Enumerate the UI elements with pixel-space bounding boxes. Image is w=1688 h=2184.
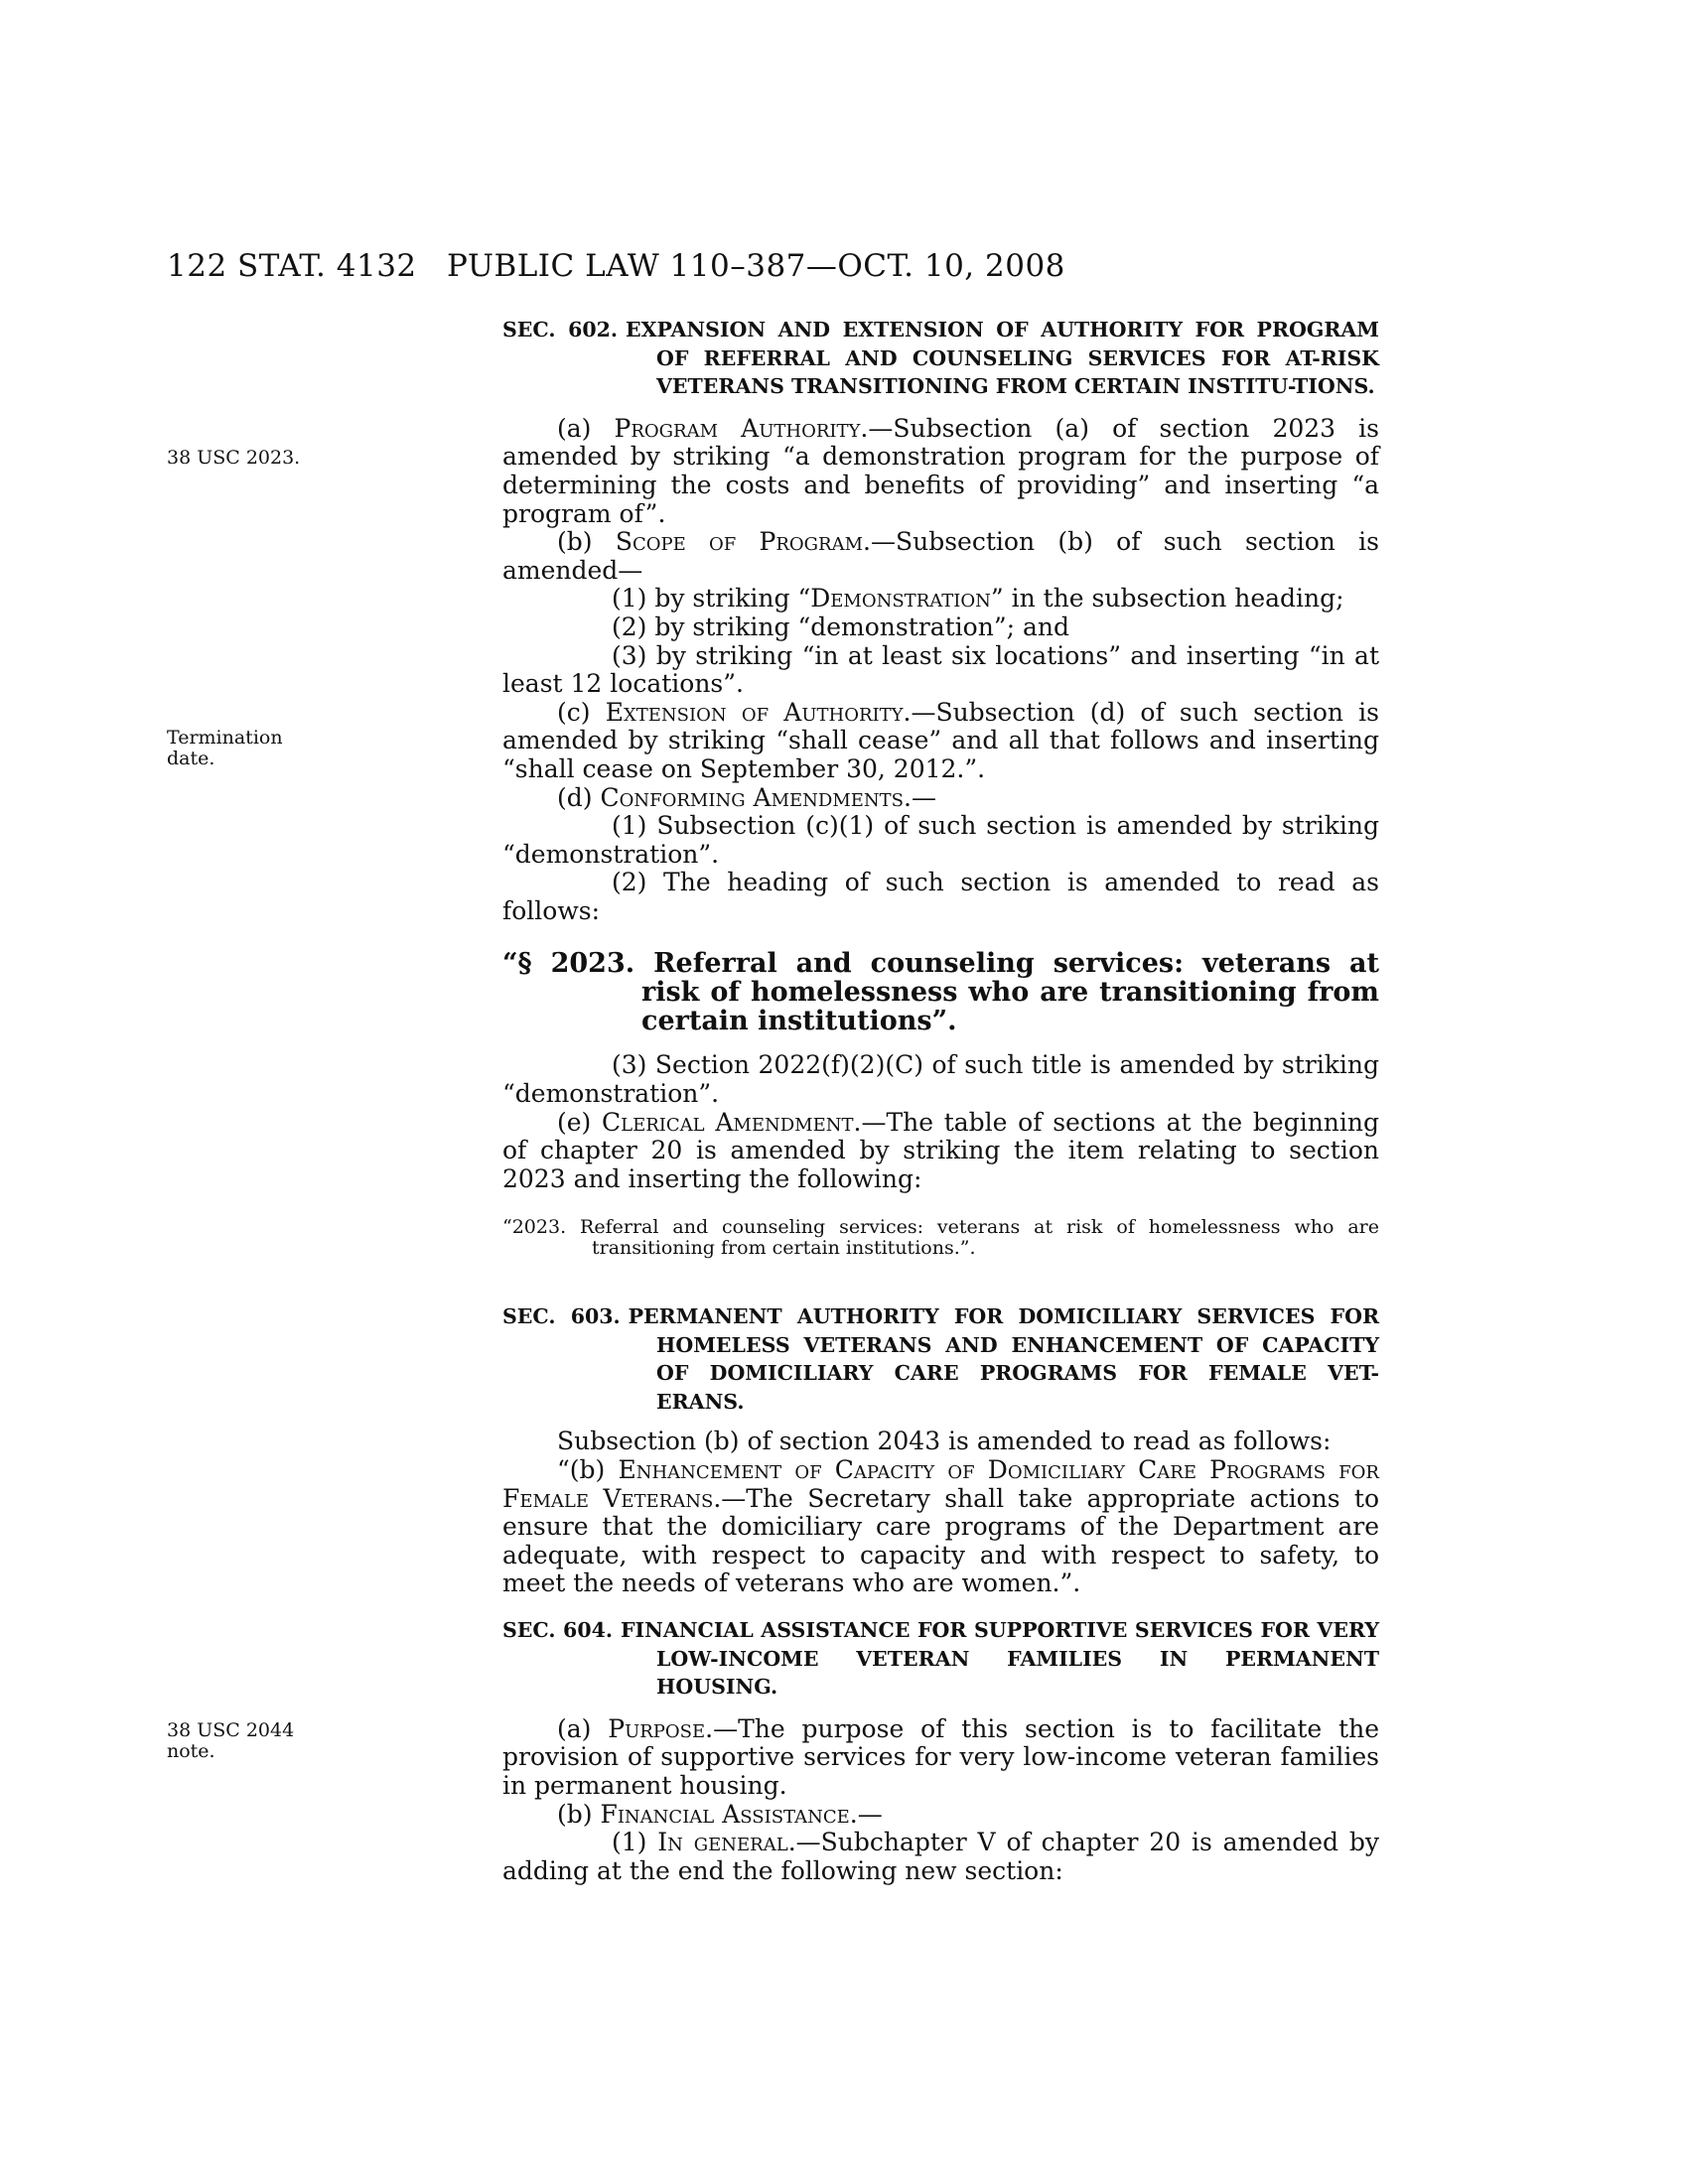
paragraph-b1: (1) by striking “Demonstration” in the subsection heading;	[612, 584, 1344, 614]
section-heading: SEC. 602. EXPANSION AND EXTENSION OF AUTHORITY FOR PROGRAM OF REFERRAL AND COUNSELING SERVICES FOR AT-RISK VETERANS TRANSITIONING FROM CERTAIN INSTITU-TIONS.	[502, 318, 1379, 399]
section-heading: SEC. 603. PERMANENT AUTHORITY FOR DOMICILIARY SERVICES FOR HOMELESS VETERANS AND ENHANCEMENT OF CAPACITY OF DOMICILIARY CARE PROGRAMS FOR FEMALE VET-ERANS.	[502, 1304, 1380, 1414]
section-602	[502, 316, 1379, 1259]
paragraph-d2: (2) The heading of such section is amended to read as follows:	[502, 868, 1379, 925]
subsection-b: (b) Scope of Program.—Subsection (b) of such section is amended—	[502, 527, 1379, 585]
subsection-e: (e) Clerical Amendment.—The table of sections at the beginning of chapter 20 is amended by striking the item relating to section 2023 and inserting the following:	[502, 1107, 1379, 1193]
section-603-intro: Subsection (b) of section 2043 is amended to read as follows:	[557, 1427, 1332, 1456]
table-of-sections-item: “2023. Referral and counseling services: veterans at risk of homelessness who are transitioning from certain institutions.”.	[502, 1216, 1379, 1260]
subsection-c: (c) Extension of Authority.—Subsection (d) of such section is amended by striking “shall cease” and all that follows and inserting “shall cease on September 30, 2012.”.	[502, 697, 1379, 783]
paragraph-d3: (3) Section 2022(f)(2)(C) of such title is amended by striking “demonstration”.	[502, 1050, 1379, 1109]
paragraph-b3: (3) by striking “in at least six locations” and inserting “in at least 12 locations”.	[502, 640, 1379, 699]
margin-note-termination-date: Termination date.	[167, 727, 283, 769]
subsection-b: “(b) Enhancement of Capacity of Domiciliary Care Programs for Female Veterans.—The Secretary shall take appropriate actions to ensure that the domiciliary care programs of the Department are adequate, with respect to capacity and with respect to safety, to meet the needs of veterans who are women.”.	[502, 1454, 1379, 1598]
subsection-b: (b) Financial Assistance.—	[557, 1799, 883, 1829]
section-heading: SEC. 604. FINANCIAL ASSISTANCE FOR SUPPORTIVE SERVICES FOR VERY LOW-INCOME VETERAN FAMILIES IN PERMANENT HOUSING.	[502, 1618, 1379, 1700]
paragraph-d1: (1) Subsection (c)(1) of such section is amended by striking “demonstration”.	[502, 811, 1379, 869]
subsection-a: (a) Purpose.—The purpose of this section is to facilitate the provision of supportive services for very low-income veteran families in permanent housing.	[502, 1713, 1379, 1800]
margin-note-usc-2023: 38 USC 2023.	[167, 447, 301, 469]
paragraph-b2: (2) by striking “demonstration”; and	[612, 612, 1069, 641]
margin-note-usc-2044: 38 USC 2044 note.	[167, 1719, 295, 1762]
stat-page-number: 122 STAT. 4132	[167, 248, 417, 284]
section-604	[502, 1616, 1379, 1885]
paragraph-b1: (1) In general.—Subchapter V of chapter 20 is amended by adding at the end the following new section:	[502, 1828, 1379, 1885]
subsection-a: (a) Program Authority.—Subsection (a) of section 2023 is amended by striking “a demonstration program for the purpose of determining the costs and benefits of providing” and inserting “a program of”.	[502, 413, 1380, 528]
statute-section-heading: “§ 2023. Referral and counseling services: veterans at risk of homelessness who are transitioning from certain institutions”.	[502, 948, 1379, 1037]
law-title: PUBLIC LAW 110–387—OCT. 10, 2008	[447, 248, 1065, 284]
subsection-d: (d) Conforming Amendments.—	[557, 782, 936, 812]
section-603	[502, 1302, 1379, 1598]
